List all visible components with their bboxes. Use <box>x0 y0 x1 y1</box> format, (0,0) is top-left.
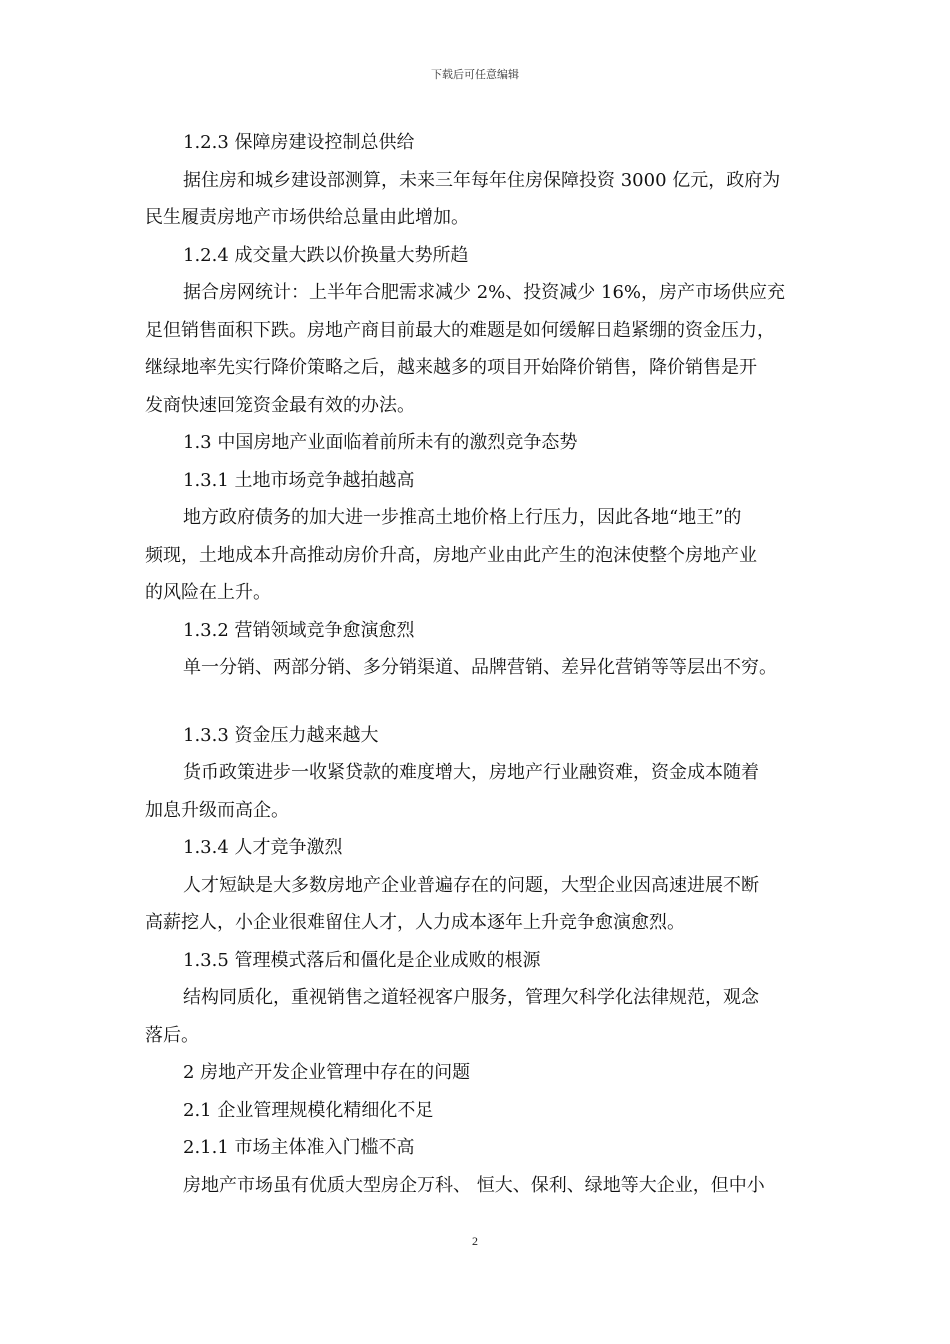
paragraph-line: 继绿地率先实行降价策略之后，越来越多的项目开始降价销售，降价销售是开 <box>145 357 757 378</box>
section-heading: 1.3.1 土地市场竞争越拍越高 <box>183 469 415 491</box>
blank-gap <box>145 687 820 717</box>
paragraph-line: 频现，土地成本升高推动房价升高，房地产业由此产生的泡沫使整个房地产业 <box>145 544 757 566</box>
section-heading: 2 房地产开发企业管理中存在的问题 <box>183 1062 471 1083</box>
paragraph-line: 发商快速回笼资金最有效的办法。 <box>145 394 415 416</box>
paragraph-line: 民生履责房地产市场供给总量由此增加。 <box>145 207 469 228</box>
paragraph-line: 足但销售面积下跌。房地产商目前最大的难题是如何缓解日趋紧绷的资金压力， <box>145 319 775 341</box>
section-heading: 1.3.4 人才竞争激烈 <box>183 837 343 858</box>
paragraph-line: 据合房网统计：上半年合肥需求减少 2%、投资减少 16%，房产市场供应充 <box>183 282 786 303</box>
section-heading: 1.3.2 营销领域竞争愈演愈烈 <box>183 619 415 641</box>
section-heading: 1.3.5 管理模式落后和僵化是企业成败的根源 <box>183 949 541 971</box>
section-heading: 2.1.1 市场主体准入门槛不高 <box>183 1137 415 1158</box>
paragraph-line: 高薪挖人，小企业很难留住人才，人力成本逐年上升竞争愈演愈烈。 <box>145 912 685 933</box>
page-header: 下载后可任意编辑 <box>431 68 519 81</box>
paragraph-line: 单一分销、两部分销、多分销渠道、品牌营销、差异化营销等等层出不穷。 <box>183 657 777 678</box>
paragraph-line: 人才短缺是大多数房地产企业普遍存在的问题，大型企业因高速进展不断 <box>183 874 759 896</box>
paragraph-line: 结构同质化，重视销售之道轻视客户服务，管理欠科学化法律规范，观念 <box>183 987 759 1008</box>
section-heading: 1.2.4 成交量大跌以价换量大势所趋 <box>183 244 469 266</box>
section-heading: 1.3.3 资金压力越来越大 <box>183 724 379 746</box>
page-number: 2 <box>472 1234 478 1248</box>
paragraph-line: 房地产市场虽有优质大型房企万科、 恒大、保利、绿地等大企业，但中小 <box>183 1174 765 1196</box>
paragraph-line: 据住房和城乡建设部测算，未来三年每年住房保障投资 3000 亿元，政府为 <box>183 169 781 191</box>
section-heading: 2.1 企业管理规模化精细化不足 <box>183 1099 434 1121</box>
section-heading: 1.2.3 保障房建设控制总供给 <box>183 132 415 153</box>
document-body <box>145 124 820 1204</box>
paragraph-line: 地方政府债务的加大进一步推高土地价格上行压力，因此各地“地王”的 <box>183 507 742 528</box>
paragraph-line: 的风险在上升。 <box>145 582 271 603</box>
paragraph-line: 加息升级而高企。 <box>145 799 289 821</box>
paragraph-line: 落后。 <box>145 1024 199 1046</box>
paragraph-line: 货币政策进步一收紧贷款的难度增大，房地产行业融资难，资金成本随着 <box>183 762 759 783</box>
section-heading: 1.3 中国房地产业面临着前所未有的激烈竞争态势 <box>183 432 578 453</box>
